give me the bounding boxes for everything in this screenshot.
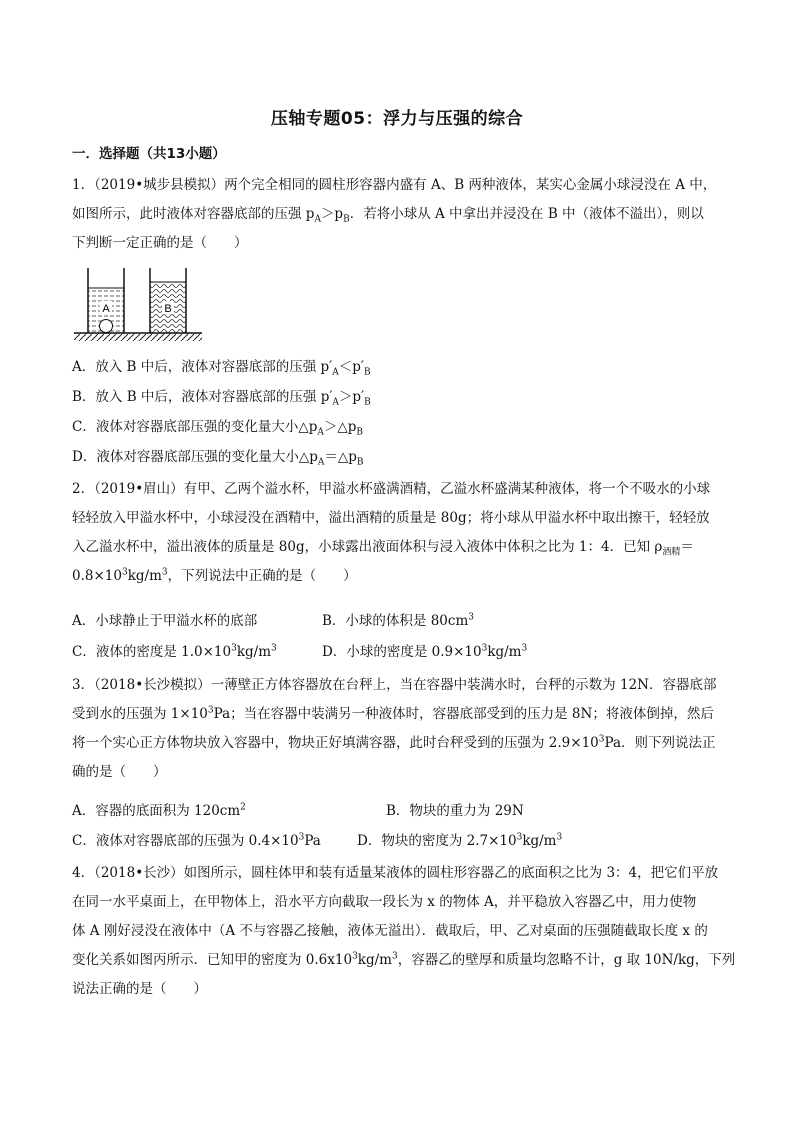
q2-line-4: $0.8\times 10^3kg/m^3$，下列说法中正确的是（ ） <box>72 567 357 584</box>
container-b <box>150 268 186 333</box>
q3-option-b: B．物块的重力为 29N <box>386 803 524 819</box>
q3-line-2: 受到水的压强为 $1\times 10^3Pa$；当在容器中装满另一种液体时，容器底部受到的压力是 8N；将液体倒掉，然后 <box>72 705 714 722</box>
q1-option-c: C．液体对容器底部压强的变化量大小$\triangle p_A>\triangle p_B$ <box>72 419 364 438</box>
q2-option-a: A．小球静止于甲溢水杯的底部 <box>72 613 258 629</box>
q2-line-1: 2．（2019•眉山）有甲、乙两个溢水杯，甲溢水杯盛满酒精，乙溢水杯盛满某种液体，将一个不吸水的小球 <box>72 481 711 497</box>
label-a: A <box>102 303 110 315</box>
q1-line-1: 1．（2019•城步县模拟）两个完全相同的圆柱形容器内盛有 A、B 两种液体，某实心金属小球浸没在 A 中， <box>72 177 717 193</box>
page-title: 压轴专题05：浮力与压强的综合 <box>270 109 524 129</box>
q1-option-a: A．放入 B 中后，液体对容器底部的压强 $p'_A<p'_B$ <box>72 359 371 378</box>
q3-option-c: C．液体对容器底部的压强为 $0.4\times 10^3Pa$ <box>72 832 321 849</box>
label-b: B <box>164 303 172 315</box>
q4-line-4: 变化关系如图丙所示．已知甲的密度为 $0.6x10^3kg/m^3$，容器乙的壁厚和质量均忽略不计，g 取 10N/kg，下列 <box>72 951 736 968</box>
metal-ball <box>100 320 113 333</box>
q1-container-figure <box>74 268 204 346</box>
q1-line-3: 下判断一定正确的是（ ） <box>72 235 248 251</box>
q2-option-c: C．液体的密度是 $1.0\times 10^3kg/m^3$ <box>72 643 277 660</box>
section-heading: 一．选择题（共13小题） <box>72 146 226 162</box>
q3-line-3: 将一个实心正方体物块放入容器中，物块正好填满容器，此时台秤受到的压强为 $2.9\times 10^3Pa$．则下列说法正 <box>72 734 716 751</box>
container-a <box>88 268 124 333</box>
ground-hatch <box>74 333 202 341</box>
q3-option-a: A．容器的底面积为 $120cm^2$ <box>72 802 246 819</box>
q4-line-5: 说法正确的是（ ） <box>72 981 207 997</box>
q3-line-4: 确的是（ ） <box>72 764 167 780</box>
q4-line-3: 体 A 刚好浸没在液体中（A 不与容器乙接触，液体无溢出）．截取后，甲、乙对桌面的压强随截取长度 x 的 <box>72 923 708 939</box>
q1-option-b: B．放入 B 中后，液体对容器底部的压强 $p'_A>p'_B$ <box>72 389 371 408</box>
q4-line-2: 在同一水平桌面上，在甲物体上，沿水平方向截取一段长为 x 的物体 A，并平稳放入容器乙中，用力使物 <box>72 894 697 910</box>
q2-option-b: B．小球的体积是 $80cm^3$ <box>322 612 474 629</box>
q2-line-3: 入乙溢水杯中，溢出液体的质量是 80g，小球露出液面体积与浸入液体中体积之比为 1：4．已知 $\rho_{酒精}=$ <box>72 539 694 558</box>
q4-line-1: 4．（2018•长沙）如图所示，圆柱体甲和装有适量某液体的圆柱形容器乙的底面积之比为 3：4，把它们平放 <box>72 865 719 881</box>
q3-option-d: D．物块的密度为 $2.7\times 10^3kg/m^3$ <box>357 832 563 849</box>
q1-line-2: 如图所示，此时液体对容器底部的压强 $p_A>p_B$．若将小球从 A 中拿出并浸没在 B 中（液体不溢出），则以 <box>72 206 704 225</box>
q2-line-2: 轻轻放入甲溢水杯中，小球浸没在酒精中，溢出酒精的质量是 80g；将小球从甲溢水杯中取出擦干，轻轻放 <box>72 510 710 526</box>
q3-line-1: 3．（2018•长沙模拟）一薄壁正方体容器放在台秤上，当在容器中装满水时，台秤的示数为 12N．容器底部 <box>72 677 717 693</box>
q2-option-d: D．小球的密度是 $0.9\times 10^3kg/m^3$ <box>322 643 528 660</box>
q1-option-d: D．液体对容器底部压强的变化量大小$\triangle p_A=\triangle p_B$ <box>72 449 364 468</box>
